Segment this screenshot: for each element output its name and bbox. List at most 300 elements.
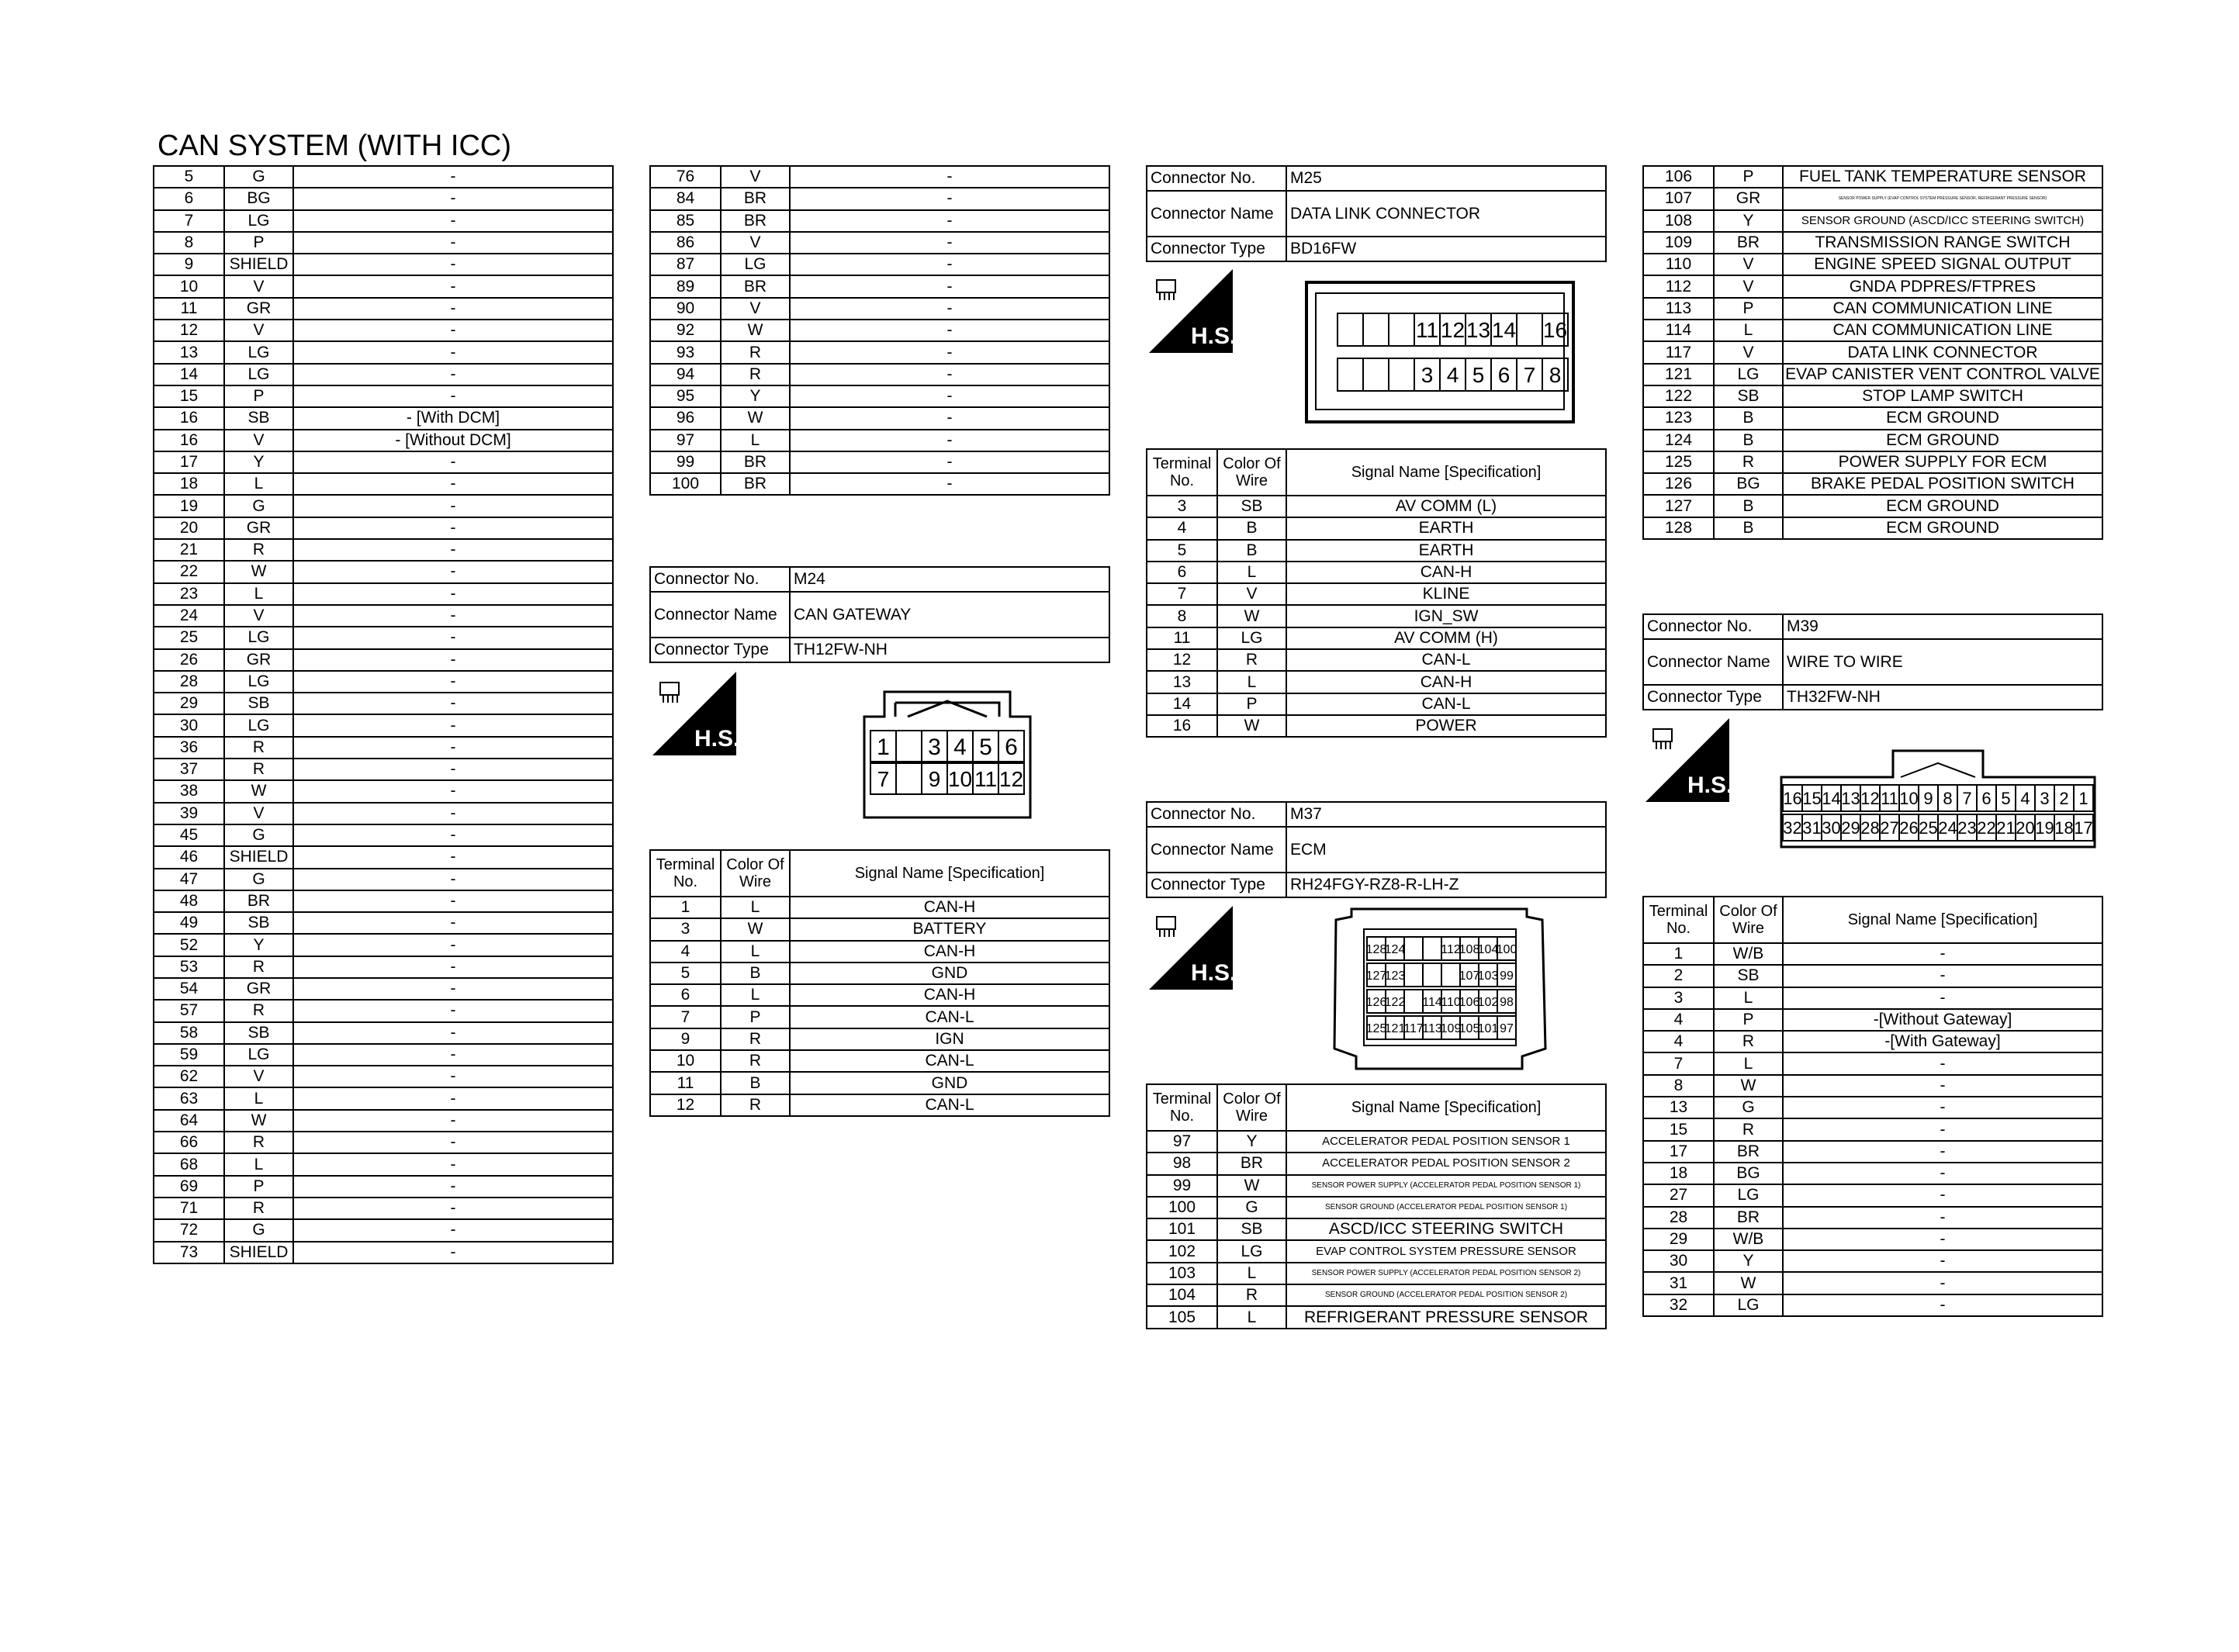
table-row xyxy=(1147,627,1606,649)
wire-color-header: Color Of Wire xyxy=(1217,1084,1286,1131)
signal-name: - xyxy=(293,1176,613,1198)
signal-name: - xyxy=(293,1110,613,1132)
signal-name: - xyxy=(293,1000,613,1021)
signal-name: CAN-H xyxy=(1286,562,1606,583)
wire-color: SB xyxy=(1217,496,1286,517)
table-row xyxy=(1643,1229,2102,1250)
signal-name: - xyxy=(293,1153,613,1175)
wire-color: R xyxy=(224,539,293,561)
harness-side-icon xyxy=(652,672,736,755)
table-row xyxy=(154,1153,613,1175)
table-row xyxy=(154,561,613,582)
terminal-no: 27 xyxy=(1643,1184,1714,1206)
signal-name: TRANSMISSION RANGE SWITCH xyxy=(1783,232,2102,254)
pin-number: 100 xyxy=(1496,942,1517,956)
table-row xyxy=(1643,298,2102,320)
signal-name-header: Signal Name [Specification] xyxy=(1783,897,2102,943)
terminal-no: 30 xyxy=(154,714,224,736)
wire-color: SB xyxy=(224,693,293,714)
signal-name: - xyxy=(790,232,1109,254)
wire-color: LG xyxy=(224,210,293,232)
table-row xyxy=(1643,473,2102,495)
harness-side-icon xyxy=(1149,269,1233,353)
terminal-no: 11 xyxy=(154,298,224,320)
table-row xyxy=(1643,1250,2102,1272)
wire-color: LG xyxy=(224,1044,293,1066)
wire-color: BG xyxy=(224,188,293,209)
terminal-no: 117 xyxy=(1643,341,1714,363)
connector-no: M24 xyxy=(790,567,1109,592)
signal-name: - xyxy=(293,1132,613,1153)
table-row xyxy=(154,430,613,451)
pin-number: 27 xyxy=(1880,817,1899,838)
pin-number: 6 xyxy=(1005,734,1018,760)
wire-color: L xyxy=(224,1153,293,1175)
table-row xyxy=(1643,1184,2102,1206)
signal-name: - xyxy=(293,890,613,912)
table-row xyxy=(650,298,1109,320)
connector-type: BD16FW xyxy=(1286,237,1606,261)
table-row xyxy=(154,385,613,407)
table-row xyxy=(650,1072,1109,1094)
table-row xyxy=(1643,364,2102,385)
wire-color: R xyxy=(721,1094,790,1116)
signal-name: IGN xyxy=(790,1028,1109,1050)
table-row xyxy=(1643,1272,2102,1294)
pin-number: 122 xyxy=(1384,995,1406,1009)
pin-number: 4 xyxy=(1446,363,1459,388)
signal-name: - xyxy=(293,934,613,956)
terminal-no: 14 xyxy=(154,364,224,385)
wire-color: W xyxy=(1714,1075,1783,1097)
wire-color: P xyxy=(721,1006,790,1028)
terminal-no: 1 xyxy=(650,897,721,918)
terminal-no: 54 xyxy=(154,978,224,1000)
pin-number: 1 xyxy=(2078,788,2088,808)
terminal-no: 4 xyxy=(1147,517,1217,539)
terminal-no: 7 xyxy=(1643,1052,1714,1074)
terminal-no-header: Terminal No. xyxy=(1147,1084,1217,1131)
wire-color: V xyxy=(1714,275,1783,297)
signal-name: SENSOR GROUND (ACCELERATOR PEDAL POSITION SENSOR 1) xyxy=(1286,1197,1606,1218)
wire-color: LG xyxy=(224,714,293,736)
connector-type-label: Connector Type xyxy=(1643,685,1783,710)
wire-color: W xyxy=(224,1110,293,1132)
table-row xyxy=(154,649,613,671)
wire-color: V xyxy=(224,275,293,297)
terminal-no: 7 xyxy=(1147,583,1217,605)
table-row xyxy=(154,890,613,912)
terminal-no: 106 xyxy=(1643,166,1714,188)
signal-name: SENSOR POWER SUPPLY (ACCELERATOR PEDAL POSITION SENSOR 2) xyxy=(1286,1263,1606,1284)
wire-color: L xyxy=(224,473,293,495)
wire-color: W xyxy=(721,320,790,341)
signal-name: CAN-L xyxy=(1286,649,1606,671)
wire-color: GR xyxy=(224,649,293,671)
terminal-no: 84 xyxy=(650,188,721,209)
terminal-no: 72 xyxy=(154,1219,224,1241)
wire-color: SB xyxy=(1714,385,1783,407)
signal-name: - xyxy=(293,1022,613,1044)
terminal-no: 2 xyxy=(1643,965,1714,987)
terminal-no: 125 xyxy=(1643,451,1714,473)
table-row xyxy=(650,941,1109,963)
pin-number: 22 xyxy=(1977,817,1996,838)
harness-side-icon xyxy=(1646,718,1729,802)
table-row xyxy=(154,714,613,736)
table-row xyxy=(650,1094,1109,1116)
table-row xyxy=(154,451,613,473)
signal-name-header: Signal Name [Specification] xyxy=(1286,449,1606,496)
wire-color: SHIELD xyxy=(224,1242,293,1263)
table-row xyxy=(154,275,613,297)
terminal-no: 31 xyxy=(1643,1272,1714,1294)
signal-name: - [Without DCM] xyxy=(293,430,613,451)
terminal-no-header: Terminal No. xyxy=(1643,897,1714,943)
terminal-no: 5 xyxy=(1147,540,1217,562)
table-row xyxy=(1643,407,2102,429)
signal-name: - xyxy=(790,275,1109,297)
terminal-no: 8 xyxy=(154,232,224,254)
pin-number: 125 xyxy=(1365,1021,1387,1035)
pin-number: 6 xyxy=(1497,363,1511,388)
table-row xyxy=(154,1066,613,1087)
signal-name: ECM GROUND xyxy=(1783,430,2102,451)
table-row xyxy=(1643,1031,2102,1052)
signal-name: - xyxy=(790,210,1109,232)
terminal-no: 36 xyxy=(154,737,224,759)
m24-terminal-table xyxy=(649,849,1110,1117)
terminal-no: 86 xyxy=(650,232,721,254)
table-row xyxy=(650,210,1109,232)
wire-color: LG xyxy=(1714,1184,1783,1206)
signal-name: - xyxy=(1783,943,2102,965)
table-row xyxy=(1643,987,2102,1009)
signal-name: STOP LAMP SWITCH xyxy=(1783,385,2102,407)
pin-number: 32 xyxy=(1783,817,1802,838)
terminal-no: 124 xyxy=(1643,430,1714,451)
terminal-no: 93 xyxy=(650,341,721,363)
pin-number: 21 xyxy=(1996,817,2016,838)
pin-number: 124 xyxy=(1384,942,1406,956)
signal-name: - xyxy=(790,254,1109,275)
table-row xyxy=(1643,495,2102,517)
terminal-no: 6 xyxy=(154,188,224,209)
table-row xyxy=(154,803,613,824)
wire-color: B xyxy=(1217,540,1286,562)
pin-number: 9 xyxy=(1923,788,1933,808)
terminal-no: 14 xyxy=(1147,693,1217,715)
terminal-no: 3 xyxy=(650,918,721,940)
connector-name-label: Connector Name xyxy=(1643,639,1783,685)
terminal-no: 114 xyxy=(1643,320,1714,341)
terminal-no: 23 xyxy=(154,583,224,605)
pin-number: 109 xyxy=(1440,1021,1462,1035)
signal-name: - xyxy=(293,846,613,868)
table-row xyxy=(1147,649,1606,671)
terminal-no: 98 xyxy=(1147,1153,1217,1174)
wire-color: P xyxy=(224,232,293,254)
wire-color: G xyxy=(224,166,293,188)
table-row xyxy=(154,495,613,517)
pin-number: 108 xyxy=(1459,942,1480,956)
pin-number: 11 xyxy=(1881,788,1898,808)
wire-color: LG xyxy=(1714,364,1783,385)
pin-number: 10 xyxy=(947,767,973,792)
table-row xyxy=(154,341,613,363)
table-row xyxy=(1643,1294,2102,1316)
wire-color: BR xyxy=(721,275,790,297)
signal-name: EVAP CANISTER VENT CONTROL VALVE xyxy=(1783,364,2102,385)
wire-color: G xyxy=(224,1219,293,1241)
signal-name: - xyxy=(790,188,1109,209)
terminal-no: 62 xyxy=(154,1066,224,1087)
terminal-no: 24 xyxy=(154,605,224,627)
wire-color-header: Color Of Wire xyxy=(721,850,790,897)
pin-number: 127 xyxy=(1365,969,1387,983)
terminal-no: 11 xyxy=(650,1072,721,1094)
terminal-no: 5 xyxy=(154,166,224,188)
pin-number: 8 xyxy=(1549,363,1562,388)
terminal-no: 6 xyxy=(1147,562,1217,583)
pin-number: 10 xyxy=(1899,788,1919,808)
terminal-no: 110 xyxy=(1643,254,1714,275)
signal-name: ASCD/ICC STEERING SWITCH xyxy=(1286,1218,1606,1240)
terminal-no: 105 xyxy=(1147,1306,1217,1328)
table-row xyxy=(1147,1175,1606,1197)
table-row xyxy=(650,430,1109,451)
wire-color: R xyxy=(224,1000,293,1021)
table-row xyxy=(154,671,613,693)
table-row xyxy=(1147,540,1606,562)
terminal-no: 30 xyxy=(1643,1250,1714,1272)
m25-connector-diagram xyxy=(1305,281,1575,427)
signal-name: - xyxy=(293,254,613,275)
wire-color: GR xyxy=(1714,188,1783,209)
table-row xyxy=(650,364,1109,385)
signal-name: - xyxy=(1783,1052,2102,1074)
pin-cavity xyxy=(896,731,922,762)
signal-name: POWER SUPPLY FOR ECM xyxy=(1783,451,2102,473)
terminal-no: 97 xyxy=(650,430,721,451)
table-row xyxy=(154,780,613,802)
terminal-no: 58 xyxy=(154,1022,224,1044)
signal-name: - xyxy=(1783,987,2102,1009)
wire-color: BR xyxy=(1217,1153,1286,1174)
terminal-no: 15 xyxy=(154,385,224,407)
table-row xyxy=(1147,1131,1606,1153)
table-row xyxy=(154,320,613,341)
table-row xyxy=(1643,1163,2102,1184)
pin-number: 117 xyxy=(1403,1021,1424,1035)
pin-number: 16 xyxy=(1783,788,1802,808)
signal-name: - xyxy=(1783,1272,2102,1294)
terminal-no: 103 xyxy=(1147,1263,1217,1284)
terminal-no-header: Terminal No. xyxy=(1147,449,1217,496)
signal-name: - xyxy=(1783,965,2102,987)
wire-color: LG xyxy=(721,254,790,275)
connector-name-label: Connector Name xyxy=(1147,827,1286,873)
table-row xyxy=(650,188,1109,209)
wire-color: Y xyxy=(721,385,790,407)
wire-color: B xyxy=(721,963,790,984)
wire-color: V xyxy=(224,605,293,627)
pin-number: 102 xyxy=(1477,995,1499,1009)
signal-name: - xyxy=(1783,1097,2102,1118)
table-row xyxy=(154,298,613,320)
signal-name: - xyxy=(293,649,613,671)
signal-name: - xyxy=(1783,1141,2102,1163)
pin-number: 103 xyxy=(1477,969,1499,983)
table-row xyxy=(650,407,1109,429)
signal-name: - xyxy=(293,869,613,890)
terminal-no: 32 xyxy=(1643,1294,1714,1316)
wire-color: BR xyxy=(721,188,790,209)
pin-number: 14 xyxy=(1491,318,1517,343)
pin-number: 7 xyxy=(877,767,890,792)
signal-name: BATTERY xyxy=(790,918,1109,940)
table-row xyxy=(154,605,613,627)
table-row xyxy=(1643,275,2102,297)
table-row xyxy=(650,1006,1109,1028)
pin-number: 3 xyxy=(2040,788,2050,808)
table-row xyxy=(154,956,613,978)
wire-color: G xyxy=(224,869,293,890)
signal-name: - xyxy=(293,956,613,978)
terminal-no: 3 xyxy=(1147,496,1217,517)
terminal-no: 127 xyxy=(1643,495,1714,517)
pin-number: 23 xyxy=(1957,817,1977,838)
table-row xyxy=(154,517,613,539)
table-row xyxy=(154,978,613,1000)
pin-cavity xyxy=(1338,313,1363,346)
pin-cavity xyxy=(1404,963,1423,987)
table-row xyxy=(154,1022,613,1044)
signal-name: - xyxy=(293,627,613,648)
signal-name: DATA LINK CONNECTOR xyxy=(1783,341,2102,363)
terminal-no: 52 xyxy=(154,934,224,956)
pin-number: 29 xyxy=(1841,817,1860,838)
signal-name: - xyxy=(293,298,613,320)
terminal-no: 99 xyxy=(1147,1175,1217,1197)
pin-number: 26 xyxy=(1899,817,1919,838)
terminal-no: 94 xyxy=(650,364,721,385)
wire-color: R xyxy=(721,1028,790,1050)
signal-name: CAN-H xyxy=(790,984,1109,1006)
m24-connector-info xyxy=(649,566,1110,663)
terminal-no: 109 xyxy=(1643,232,1714,254)
signal-name: CAN-L xyxy=(790,1050,1109,1072)
table-row xyxy=(1643,517,2102,539)
connector-no: M25 xyxy=(1286,166,1606,191)
terminal-no: 89 xyxy=(650,275,721,297)
signal-name: AV COMM (L) xyxy=(1286,496,1606,517)
table-row xyxy=(154,846,613,868)
pin-number: 128 xyxy=(1365,942,1387,956)
wire-color: BR xyxy=(1714,1207,1783,1229)
table-row xyxy=(154,188,613,209)
signal-name: - xyxy=(1783,1294,2102,1316)
terminal-no: 95 xyxy=(650,385,721,407)
pin-number: 126 xyxy=(1365,995,1387,1009)
wire-color: R xyxy=(1714,1031,1783,1052)
pin-cavity xyxy=(1404,937,1423,960)
terminal-no: 121 xyxy=(1643,364,1714,385)
m24-connector-diagram xyxy=(861,686,1033,824)
signal-name: CAN-H xyxy=(1286,671,1606,693)
signal-name: - xyxy=(293,1198,613,1219)
signal-name: CAN-L xyxy=(1286,693,1606,715)
table-row xyxy=(650,254,1109,275)
terminal-no: 16 xyxy=(154,407,224,429)
terminal-no: 13 xyxy=(154,341,224,363)
harness-side-icon xyxy=(1149,906,1233,990)
signal-name: - xyxy=(293,824,613,846)
table-row xyxy=(154,232,613,254)
signal-name: ENGINE SPEED SIGNAL OUTPUT xyxy=(1783,254,2102,275)
terminal-no: 45 xyxy=(154,824,224,846)
terminal-no: 99 xyxy=(650,451,721,473)
terminal-no: 85 xyxy=(650,210,721,232)
wire-color: V xyxy=(224,803,293,824)
terminal-no: 112 xyxy=(1643,275,1714,297)
signal-name: REFRIGERANT PRESSURE SENSOR xyxy=(1286,1306,1606,1328)
signal-name: - [With DCM] xyxy=(293,407,613,429)
signal-name: - xyxy=(293,473,613,495)
table-row xyxy=(1643,1207,2102,1229)
connector-name: WIRE TO WIRE xyxy=(1783,639,2102,685)
wire-color: W xyxy=(1217,605,1286,627)
terminal-no: 4 xyxy=(1643,1009,1714,1031)
signal-name: SENSOR GROUND (ACCELERATOR PEDAL POSITION SENSOR 2) xyxy=(1286,1284,1606,1306)
terminal-no: 97 xyxy=(1147,1131,1217,1153)
terminal-no: 7 xyxy=(154,210,224,232)
terminal-no: 101 xyxy=(1147,1218,1217,1240)
table-row xyxy=(1643,320,2102,341)
signal-name: - xyxy=(293,188,613,209)
m39-connector-diagram xyxy=(1777,746,2099,855)
signal-name: -[Without Gateway] xyxy=(1783,1009,2102,1031)
wire-color: W/B xyxy=(1714,943,1783,965)
signal-name: - xyxy=(293,583,613,605)
wire-color: V xyxy=(224,320,293,341)
signal-name: - xyxy=(293,759,613,780)
terminal-no: 13 xyxy=(1643,1097,1714,1118)
signal-name: CAN-L xyxy=(790,1094,1109,1116)
wire-color: V xyxy=(1217,583,1286,605)
signal-name: EARTH xyxy=(1286,517,1606,539)
table-row xyxy=(154,254,613,275)
pin-number: 20 xyxy=(2016,817,2035,838)
pin-number: 99 xyxy=(1500,969,1514,983)
table-row xyxy=(154,583,613,605)
terminal-no: 9 xyxy=(650,1028,721,1050)
table-row xyxy=(154,824,613,846)
terminal-no: 9 xyxy=(154,254,224,275)
signal-name: - xyxy=(293,210,613,232)
wire-color: L xyxy=(1217,1263,1286,1284)
table-row xyxy=(1643,188,2102,209)
terminal-no: 76 xyxy=(650,166,721,188)
pin-cavity xyxy=(896,763,922,794)
signal-name: CAN-L xyxy=(790,1006,1109,1028)
table-row xyxy=(1147,1306,1606,1328)
pin-number: 7 xyxy=(1523,363,1536,388)
table-row xyxy=(154,1198,613,1219)
terminal-no: 8 xyxy=(1147,605,1217,627)
pin-number: 114 xyxy=(1422,995,1442,1009)
table-row xyxy=(154,1219,613,1241)
